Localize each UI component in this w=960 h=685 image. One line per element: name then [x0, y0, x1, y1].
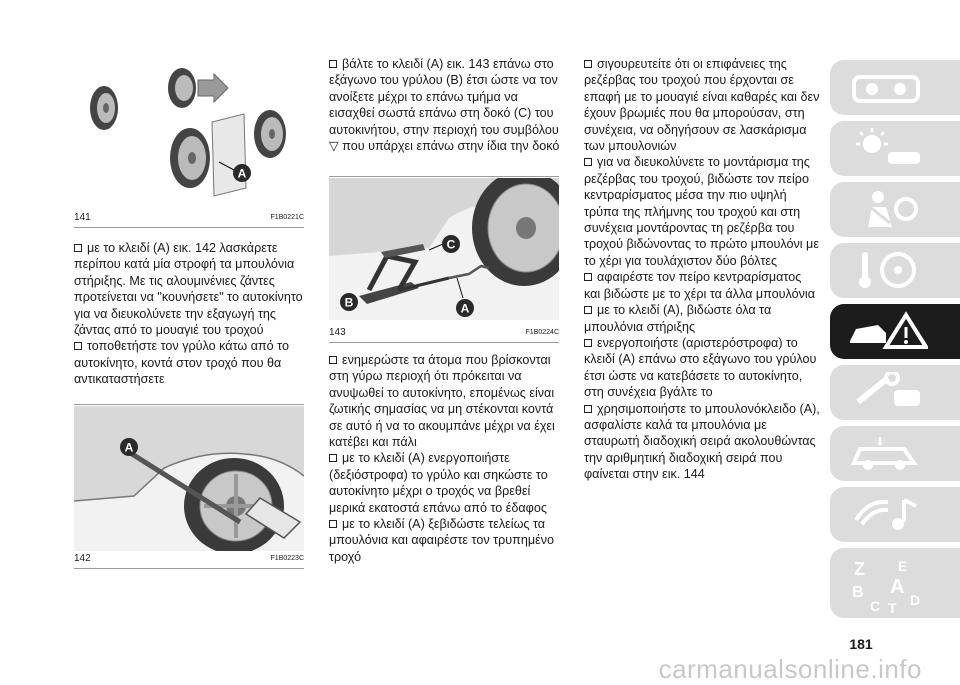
section-tab-maintenance[interactable] [830, 365, 960, 420]
index-letters-icon [848, 555, 928, 615]
wheel-illustration [168, 68, 228, 108]
section-tab-warning-lights[interactable] [830, 121, 960, 176]
figure-number: 143 [329, 327, 346, 338]
section-tab-dashboard[interactable] [830, 60, 960, 115]
instruction-item: για να διευκολύνετε το μοντάρισμα της ρεζέρβας του τροχού, βιδώστε τον πείρο κεντραρίσματος μέσα την πιο υψηλή τρύπα της πλήμνης του τροχού και στη συνέχεια μοντάροντας τη ρεζέρβα του τροχού βιδώνοντας το πρώτο μπουλόνι με το χέρι για τουλάχιστον δύο βόλτες [584, 155, 819, 268]
figure-rule [74, 404, 304, 405]
car-dashboard-icon [848, 67, 928, 107]
section-tab-index[interactable] [830, 548, 960, 618]
instruction-item: με το κλειδί (A) ενεργοποιήστε (δεξιόστροφα) το γρύλο και σηκώστε το αυτοκίνητο μέχρι ο τροχός να βρεθεί μερικά εκατοστά επάνω από το έδαφος [329, 450, 563, 516]
watermark [0, 655, 960, 683]
figure-code: F1B0221C [270, 214, 304, 221]
seatbelt-airbag-icon [848, 189, 928, 229]
instruction-item: ενεργοποιήστε (αριστερόστροφα) το κλειδί (A) επάνω στο εξάγωνο του γρύλου έτσι ώστε να κατεβάσετε το αυτοκίνητο, στη συνέχεια βγάλτε το [584, 335, 820, 401]
section-tab-multimedia[interactable] [830, 487, 960, 542]
callout-b-label: B [344, 295, 354, 310]
section-tab-starting-driving[interactable] [830, 243, 960, 298]
instruction-item: με το κλειδί (A) ξεβιδώστε τελείως τα μπουλόνια και αφαιρέστε τον τρυπημένο τροχό [329, 516, 563, 565]
technical-data-car-icon [848, 433, 928, 473]
wheel-illustration [90, 86, 118, 130]
instruction-item: χρησιμοποιήστε το μπουλονόκλειδο (A), ασφαλίστε καλά τα μπουλόνια με σταυρωτή διαδοχική σειρά ακολουθώντας την αριθμητική διαδοχική σειρά που φαίνεται στην εικ. 144 [584, 401, 820, 482]
steering-wheel-key-icon [848, 250, 928, 290]
instruction-item: αφαιρέστε τον πείρο κεντραρίσματος και βιδώστε με το χέρι τα άλλα μπουλόνια [584, 269, 820, 302]
callout-c-label: C [446, 237, 456, 252]
callout-a-marker [120, 438, 138, 456]
index-letter: B [852, 584, 864, 601]
figure-rule [329, 176, 559, 177]
column-1-text [74, 240, 306, 388]
instruction-item: βάλτε το κλειδί (A) εικ. 143 επάνω στο εξάγωνο του γρύλου (B) έτσι ώστε να τον ανοίξετε μέχρι το επάνω τμήμα να εισαχθεί σωστά επάνω στη δοκό (C) του αυτοκινήτου, στην περιοχή του συμβόλου ▽ που υπάρχει επάνω στην ίδια την δοκό [329, 56, 563, 154]
section-tab-emergency[interactable] [830, 304, 960, 359]
column-3-text [584, 56, 820, 483]
figure-141 [74, 58, 304, 208]
column-2-bottom-text [329, 352, 563, 565]
figure-143-caption [329, 327, 559, 339]
figure-number: 142 [74, 553, 91, 564]
index-letter: E [898, 558, 908, 574]
figure-142-caption [74, 553, 304, 565]
section-tab-technical-data[interactable] [830, 426, 960, 481]
callout-a-label: A [460, 301, 470, 316]
breakdown-emergency-icon [848, 311, 928, 351]
watermark-text: carmanualsonline.info [658, 653, 922, 684]
maintenance-wrench-icon [848, 372, 928, 412]
section-tab-safety[interactable] [830, 182, 960, 237]
warning-lights-icon [848, 128, 928, 168]
instruction-item: τοποθετήστε τον γρύλο κάτω από το αυτοκίνητο, κοντά στον τροχό που θα αντικαταστήσετε [74, 338, 306, 387]
multimedia-music-icon [848, 494, 928, 534]
instruction-item: με το κλειδί (A) εικ. 142 λασκάρετε περίπου κατά μία στροφή τα μπουλόνια στήριξης. Με τις αλουμινένιες ζάντες προτείνεται να "κουνήσετε" το αυτοκίνητο για να διευκολύνετε την εξαγωγή της ζάντας από το μουαγιέ του τροχού [74, 240, 306, 338]
callout-b-marker [340, 293, 358, 311]
caption-rule [329, 342, 559, 343]
figure-number: 141 [74, 212, 91, 223]
instruction-item: σιγουρευτείτε ότι οι επιφάνειες της ρεζέρβας του τροχού που έρχονται σε επαφή με το μουαγιέ είναι καθαρές και δεν έχουν βρωμιές που θα μπορούσαν, στη συνέχεια, να οδηγήσουν σε λασκάρισμα των μπουλονιών [584, 57, 820, 154]
instruction-item: ενημερώστε τα άτομα που βρίσκονται στη γύρω περιοχή ότι πρόκειται να ανυψωθεί το αυτοκίνητο, επομένως είναι ζωτικής σημασίας να μη στέκονται κοντά σε αυτό ή να το ακουμπάνε μέχρι να έχει κατέβει και πάλι [329, 352, 563, 450]
figure-143 [329, 178, 559, 320]
figure-code: F1B0223C [270, 555, 304, 562]
figure-141-caption [74, 212, 304, 224]
callout-a-label: A [124, 440, 134, 455]
wheel-illustration [254, 110, 286, 158]
index-letter: C [870, 598, 881, 614]
figure-142 [74, 406, 304, 551]
callout-a-label: A [237, 166, 247, 181]
caption-rule [74, 227, 304, 228]
figure-code: F1B0224C [525, 329, 559, 336]
instruction-item: με το κλειδί (A), βιδώστε όλα τα μπουλόνια στήριξης [584, 302, 820, 335]
index-letter: Z [854, 559, 865, 579]
index-letter: T [888, 600, 897, 615]
page-number: 181 [849, 636, 873, 652]
index-letter: A [890, 576, 905, 598]
column-2-top-text [329, 56, 563, 154]
wheel-hub-illustration [170, 114, 246, 196]
caption-rule [74, 568, 304, 569]
index-letter: D [910, 592, 921, 608]
